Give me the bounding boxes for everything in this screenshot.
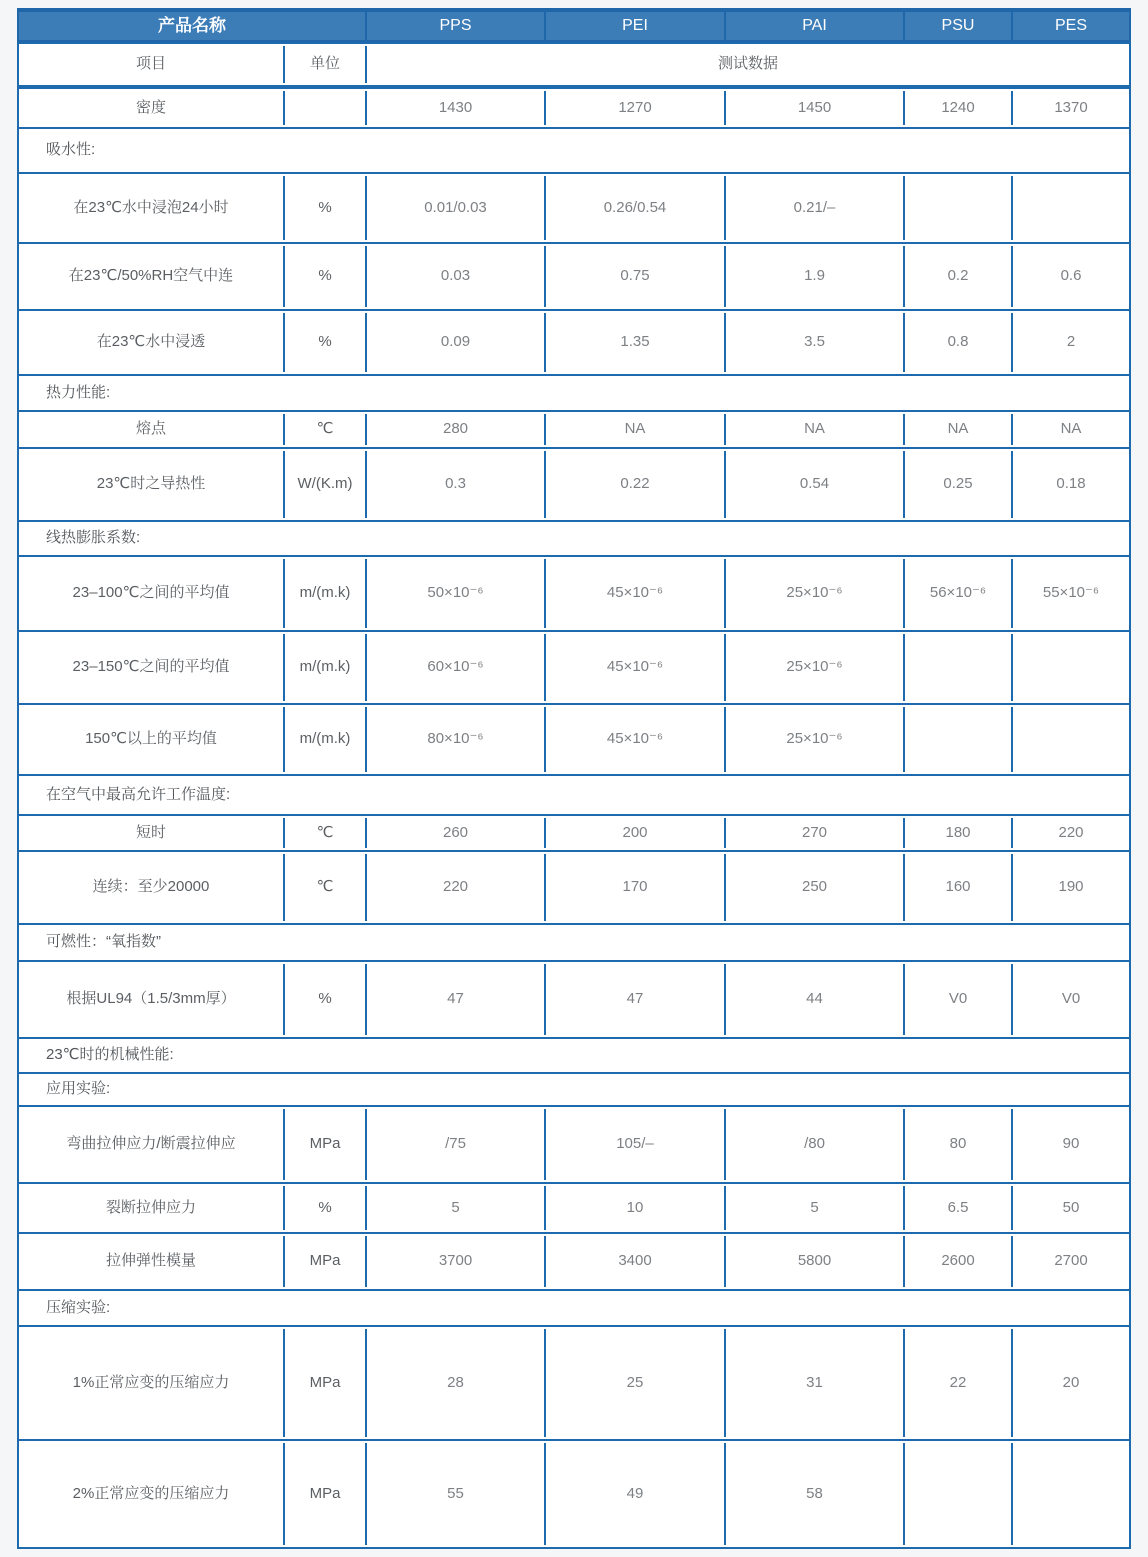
value-cell [1011,707,1129,772]
unit-cell: m/(m.k) [283,559,365,628]
table-row [17,1325,1131,1441]
value-cell: V0 [1011,964,1129,1035]
table-subheader-row [17,42,1131,87]
value-cell [903,707,1011,772]
value-cell: 3700 [365,1236,544,1287]
row-label: 在23℃水中浸泡24小时 [19,176,283,240]
section-row [17,1072,1131,1107]
row-label: 23–150℃之间的平均值 [19,634,283,701]
value-cell: V0 [903,964,1011,1035]
value-cell: /80 [724,1109,903,1180]
value-cell: 1270 [544,91,724,125]
value-cell: NA [544,414,724,445]
value-cell: 60×10⁻⁶ [365,634,544,701]
table-row [17,960,1131,1039]
value-cell: 90 [1011,1109,1129,1180]
value-cell: 105/– [544,1109,724,1180]
value-cell: 0.8 [903,313,1011,372]
value-cell: 0.01/0.03 [365,176,544,240]
value-cell: 56×10⁻⁶ [903,559,1011,628]
value-cell: /75 [365,1109,544,1180]
value-cell: 6.5 [903,1186,1011,1230]
table-row [17,87,1131,129]
table-row [17,814,1131,852]
unit-cell: ℃ [283,818,365,848]
value-cell: 190 [1011,854,1129,921]
value-cell [903,176,1011,240]
value-cell: 25×10⁻⁶ [724,559,903,628]
section-header: 热力性能: [19,378,1129,408]
value-cell: 0.22 [544,451,724,518]
section-header: 吸水性: [19,131,1129,170]
value-cell: 250 [724,854,903,921]
value-cell: 1430 [365,91,544,125]
table-row [17,1439,1131,1549]
row-label: 在23℃/50%RH空气中连 [19,246,283,307]
value-cell: 0.3 [365,451,544,518]
unit-column-header: 单位 [283,46,365,83]
table-row [17,410,1131,449]
row-label: 2%正常应变的压缩应力 [19,1443,283,1545]
value-cell: 5 [724,1186,903,1230]
unit-cell: m/(m.k) [283,634,365,701]
value-cell: 2 [1011,313,1129,372]
item-column-header: 项目 [19,46,283,83]
column-header-pes: PES [1011,12,1129,40]
table-row [17,1105,1131,1184]
value-cell: 160 [903,854,1011,921]
section-header: 23℃时的机械性能: [19,1041,1129,1070]
unit-cell: % [283,176,365,240]
value-cell: 55×10⁻⁶ [1011,559,1129,628]
row-label: 密度 [19,91,283,125]
column-header-pai: PAI [724,12,903,40]
value-cell: 49 [544,1443,724,1545]
row-label: 裂断拉伸应力 [19,1186,283,1230]
value-cell: 5800 [724,1236,903,1287]
table-body [17,87,1131,1549]
table-row [17,172,1131,244]
value-cell: 0.25 [903,451,1011,518]
value-cell: 200 [544,818,724,848]
value-cell: 0.03 [365,246,544,307]
value-cell: 2700 [1011,1236,1129,1287]
table-row [17,1232,1131,1291]
value-cell: 1.9 [724,246,903,307]
table-row [17,703,1131,776]
row-label: 23℃时之导热性 [19,451,283,518]
unit-cell: % [283,246,365,307]
row-label: 连续：至少20000 [19,854,283,921]
row-label: 根据UL94（1.5/3mm厚） [19,964,283,1035]
value-cell: 260 [365,818,544,848]
table-row [17,242,1131,311]
value-cell: 0.75 [544,246,724,307]
table-header-row [17,8,1131,44]
value-cell: 22 [903,1329,1011,1437]
unit-cell: MPa [283,1329,365,1437]
unit-cell: W/(K.m) [283,451,365,518]
unit-cell [283,91,365,125]
value-cell [903,634,1011,701]
section-row [17,1289,1131,1327]
unit-cell: % [283,964,365,1035]
value-cell: 58 [724,1443,903,1545]
value-cell: 47 [544,964,724,1035]
value-cell: 220 [365,854,544,921]
table-row [17,630,1131,705]
section-row [17,1037,1131,1074]
section-row [17,520,1131,557]
value-cell: 1370 [1011,91,1129,125]
row-label: 短时 [19,818,283,848]
table-row [17,309,1131,376]
value-cell: 25×10⁻⁶ [724,634,903,701]
value-cell: 2600 [903,1236,1011,1287]
value-cell: NA [903,414,1011,445]
section-header: 可燃性：“氧指数” [19,927,1129,958]
value-cell: 3.5 [724,313,903,372]
value-cell: 31 [724,1329,903,1437]
value-cell: 45×10⁻⁶ [544,559,724,628]
value-cell: 1450 [724,91,903,125]
value-cell: 25 [544,1329,724,1437]
row-label: 23–100℃之间的平均值 [19,559,283,628]
test-data-header: 测试数据 [365,46,1129,83]
section-row [17,127,1131,174]
product-name-header: 产品名称 [19,12,365,40]
column-header-pei: PEI [544,12,724,40]
value-cell: 280 [365,414,544,445]
unit-cell: m/(m.k) [283,707,365,772]
value-cell: 0.18 [1011,451,1129,518]
material-properties-table [17,8,1131,1549]
unit-cell: % [283,313,365,372]
section-header: 应用实验: [19,1076,1129,1103]
value-cell: 0.2 [903,246,1011,307]
value-cell [1011,1443,1129,1545]
value-cell: 47 [365,964,544,1035]
unit-cell: MPa [283,1443,365,1545]
section-header: 线热膨胀系数: [19,524,1129,553]
value-cell: 25×10⁻⁶ [724,707,903,772]
value-cell: 1.35 [544,313,724,372]
row-label: 150℃以上的平均值 [19,707,283,772]
value-cell: 220 [1011,818,1129,848]
table-row [17,1182,1131,1234]
section-row [17,923,1131,962]
value-cell: 0.21/– [724,176,903,240]
value-cell: 0.09 [365,313,544,372]
value-cell: 3400 [544,1236,724,1287]
value-cell: 45×10⁻⁶ [544,634,724,701]
value-cell: 10 [544,1186,724,1230]
value-cell: 0.26/0.54 [544,176,724,240]
unit-cell: ℃ [283,414,365,445]
value-cell [903,1443,1011,1545]
section-header: 在空气中最高允许工作温度: [19,778,1129,812]
row-label: 熔点 [19,414,283,445]
section-row [17,374,1131,412]
table-row [17,555,1131,632]
value-cell: 20 [1011,1329,1129,1437]
row-label: 拉伸弹性模量 [19,1236,283,1287]
value-cell: 0.54 [724,451,903,518]
row-label: 弯曲拉伸应力/断震拉伸应 [19,1109,283,1180]
value-cell: 80×10⁻⁶ [365,707,544,772]
column-header-pps: PPS [365,12,544,40]
value-cell [1011,634,1129,701]
value-cell: 1240 [903,91,1011,125]
value-cell: NA [1011,414,1129,445]
value-cell: 80 [903,1109,1011,1180]
table-row [17,850,1131,925]
value-cell: 28 [365,1329,544,1437]
value-cell: 170 [544,854,724,921]
value-cell: NA [724,414,903,445]
section-header: 压缩实验: [19,1293,1129,1323]
value-cell: 0.6 [1011,246,1129,307]
value-cell: 45×10⁻⁶ [544,707,724,772]
value-cell: 50×10⁻⁶ [365,559,544,628]
value-cell [1011,176,1129,240]
value-cell: 5 [365,1186,544,1230]
unit-cell: % [283,1186,365,1230]
value-cell: 44 [724,964,903,1035]
value-cell: 180 [903,818,1011,848]
section-row [17,774,1131,816]
column-header-psu: PSU [903,12,1011,40]
table-row [17,447,1131,522]
value-cell: 55 [365,1443,544,1545]
row-label: 在23℃水中浸透 [19,313,283,372]
value-cell: 270 [724,818,903,848]
value-cell: 50 [1011,1186,1129,1230]
row-label: 1%正常应变的压缩应力 [19,1329,283,1437]
unit-cell: ℃ [283,854,365,921]
unit-cell: MPa [283,1109,365,1180]
unit-cell: MPa [283,1236,365,1287]
